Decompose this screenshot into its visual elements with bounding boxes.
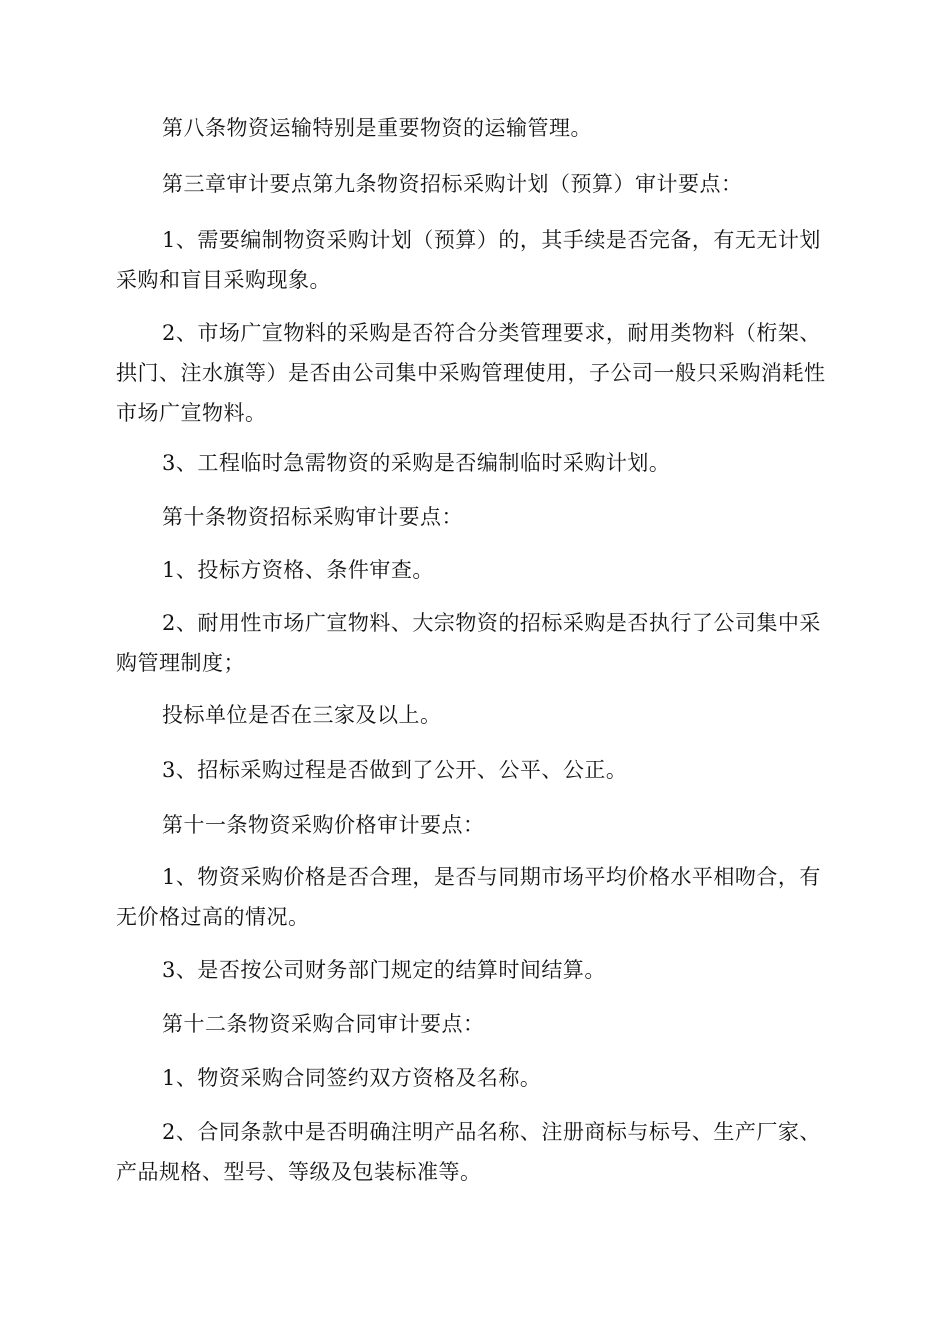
paragraph-item-12-2: 2、合同条款中是否明确注明产品名称、注册商标与标号、生产厂家、产品规格、型号、等级及包装标准等。 [116,1120,821,1184]
paragraph-article-10: 第十条物资招标采购审计要点： [162,505,463,529]
paragraph-item-11-3: 3、是否按公司财务部门规定的结算时间结算。 [162,958,606,982]
paragraph-item-9-3: 3、工程临时急需物资的采购是否编制临时采购计划。 [162,451,671,475]
paragraph-chapter-3-article-9: 第三章审计要点第九条物资招标采购计划（预算）审计要点： [162,172,743,196]
paragraph-article-8: 第八条物资运输特别是重要物资的运输管理。 [162,116,592,140]
paragraph-item-9-2: 2、市场广宣物料的采购是否符合分类管理要求，耐用类物料（桁架、拱门、注水旗等）是否由公司集中采购管理使用，子公司一般只采购消耗性市场广宣物料。 [116,321,826,425]
paragraph-item-10-2: 2、耐用性市场广宣物料、大宗物资的招标采购是否执行了公司集中采购管理制度； [116,611,821,675]
paragraph-bidder-count: 投标单位是否在三家及以上。 [162,703,442,727]
paragraph-article-12: 第十二条物资采购合同审计要点： [162,1012,485,1036]
paragraph-item-11-1: 1、物资采购价格是否合理，是否与同期市场平均价格水平相吻合，有无价格过高的情况。 [116,865,821,929]
paragraph-item-10-1: 1、投标方资格、条件审查。 [162,558,434,582]
paragraph-item-9-1: 1、需要编制物资采购计划（预算）的，其手续是否完备，有无无计划采购和盲目采购现象。 [116,228,821,292]
paragraph-item-10-3: 3、招标采购过程是否做到了公开、公平、公正。 [162,758,628,782]
paragraph-item-12-1: 1、物资采购合同签约双方资格及名称。 [162,1066,542,1090]
paragraph-article-11: 第十一条物资采购价格审计要点： [162,813,485,837]
